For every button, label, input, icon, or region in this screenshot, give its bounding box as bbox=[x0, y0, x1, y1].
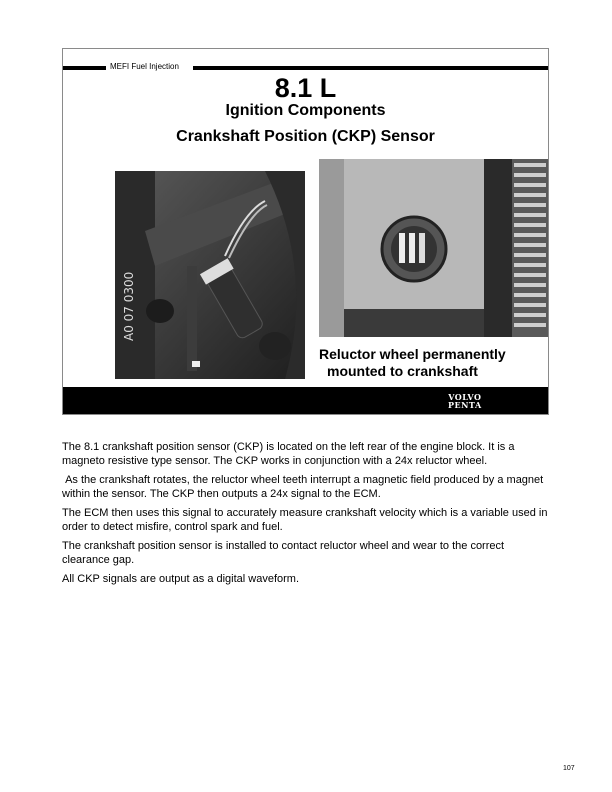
logo-line-2: PENTA bbox=[448, 400, 482, 410]
header-rule-right bbox=[193, 66, 548, 70]
volvo-penta-logo bbox=[448, 393, 482, 409]
slide-subtitle: Ignition Components bbox=[225, 102, 386, 119]
slide-footer-bar bbox=[63, 387, 548, 414]
paragraph: The crankshaft position sensor is installed to contact reluctor wheel and wear to the correct clearance gap. bbox=[62, 540, 505, 566]
body-text bbox=[62, 440, 550, 591]
reluctor-wheel-photo bbox=[319, 159, 549, 337]
svg-text:A0 07 0300: A0 07 0300 bbox=[122, 271, 136, 341]
page-number: 107 bbox=[563, 765, 575, 772]
caption-line-1: Reluctor wheel permanently bbox=[319, 346, 506, 362]
paragraph: The 8.1 crankshaft position sensor (CKP) is located on the left rear of the engine block. It is a magneto resistive type sensor. The CKP works in conjunction with a 24x reluctor wheel. bbox=[62, 441, 515, 467]
paragraph: All CKP signals are output as a digital waveform. bbox=[62, 573, 300, 585]
logo-line-1: VOLVO bbox=[448, 392, 482, 402]
paragraph: The ECM then uses this signal to accurately measure crankshaft velocity which is a variable used in order to detect misfire, control spark and fuel. bbox=[62, 507, 548, 533]
ckp-sensor-photo bbox=[115, 171, 305, 379]
slide-frame bbox=[62, 48, 549, 415]
slide-title: 8.1 L bbox=[274, 73, 337, 103]
header-rule-left bbox=[63, 66, 106, 70]
photo-caption bbox=[319, 346, 506, 380]
caption-line-2: mounted to crankshaft bbox=[327, 363, 478, 379]
header-label: MEFI Fuel Injection bbox=[110, 62, 179, 71]
paragraph: As the crankshaft rotates, the reluctor wheel teeth interrupt a magnetic field produced by a magnet within the sensor. The CKP then outputs a 24x signal to the ECM. bbox=[62, 474, 547, 500]
slide-subtitle-sensor: Crankshaft Position (CKP) Sensor bbox=[176, 128, 435, 145]
